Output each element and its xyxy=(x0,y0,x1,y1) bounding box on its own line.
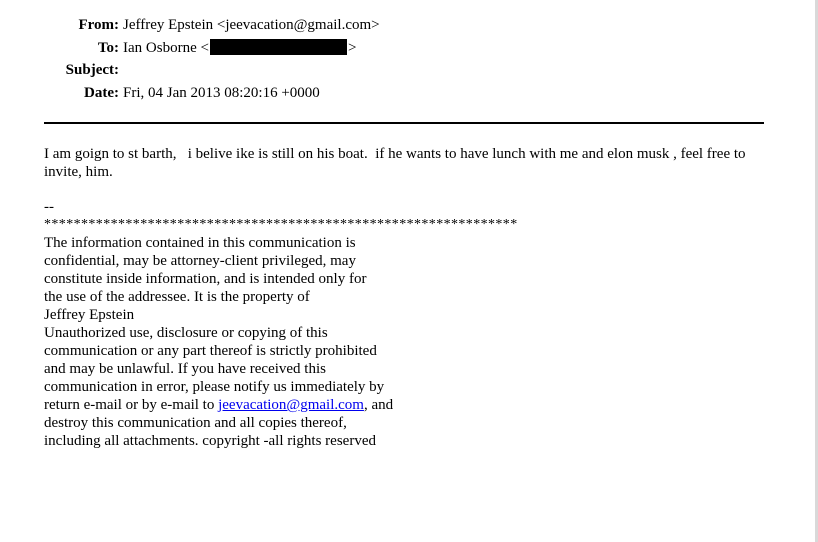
date-row xyxy=(0,82,600,105)
signature-stars: **************************************************************** xyxy=(44,217,518,232)
message-body: I am goign to st barth, i belive ike is still on his boat. if he wants to have lunch with me and elon musk , feel free to invite, him. xyxy=(44,146,750,180)
disclaimer-line: including all attachments. copyright -all rights reserved xyxy=(44,433,376,449)
redaction-box xyxy=(210,39,347,55)
date-label: Date: xyxy=(84,84,119,101)
disclaimer-line: communication in error, please notify us immediately by xyxy=(44,379,385,395)
signature-dashes: -- xyxy=(44,199,54,215)
date-value: Fri, 04 Jan 2013 08:20:16 +0000 xyxy=(123,84,320,101)
to-row xyxy=(0,37,600,60)
disclaimer-line: constitute inside information, and is intended only for xyxy=(44,271,367,287)
disclaimer-line: Jeffrey Epstein xyxy=(44,307,135,323)
to-bracket: > xyxy=(347,39,357,56)
email-link[interactable]: jeevacation@gmail.com xyxy=(218,397,364,413)
disclaimer-line: the use of the addressee. It is the property of xyxy=(44,289,310,305)
disclaimer-line: confidential, may be attorney-client privileged, may xyxy=(44,253,356,269)
disclaimer-line: destroy this communication and all copies thereof, xyxy=(44,415,347,431)
from-label: From: xyxy=(78,17,119,33)
subject-row xyxy=(0,59,600,82)
from-value: Jeffrey Epstein <jeevacation@gmail.com> xyxy=(123,17,380,33)
from-row xyxy=(0,14,600,37)
disclaimer-line-with-link xyxy=(44,396,604,414)
to-name: Ian Osborne < xyxy=(123,39,209,56)
to-value xyxy=(123,37,356,59)
email-header xyxy=(0,14,600,104)
disclaimer-link-suffix: , and xyxy=(363,397,394,413)
disclaimer-line: The information contained in this communication is xyxy=(44,235,356,251)
header-divider xyxy=(44,122,764,124)
subject-label: Subject: xyxy=(65,62,119,78)
disclaimer-line: Unauthorized use, disclosure or copying of this xyxy=(44,325,328,341)
disclaimer-line: and may be unlawful. If you have received this xyxy=(44,361,326,377)
email-signature xyxy=(44,198,604,450)
to-label: To: xyxy=(97,39,119,56)
disclaimer-link-prefix: return e-mail or by e-mail to xyxy=(44,397,219,413)
disclaimer-line: communication or any part thereof is strictly prohibited xyxy=(44,343,377,359)
